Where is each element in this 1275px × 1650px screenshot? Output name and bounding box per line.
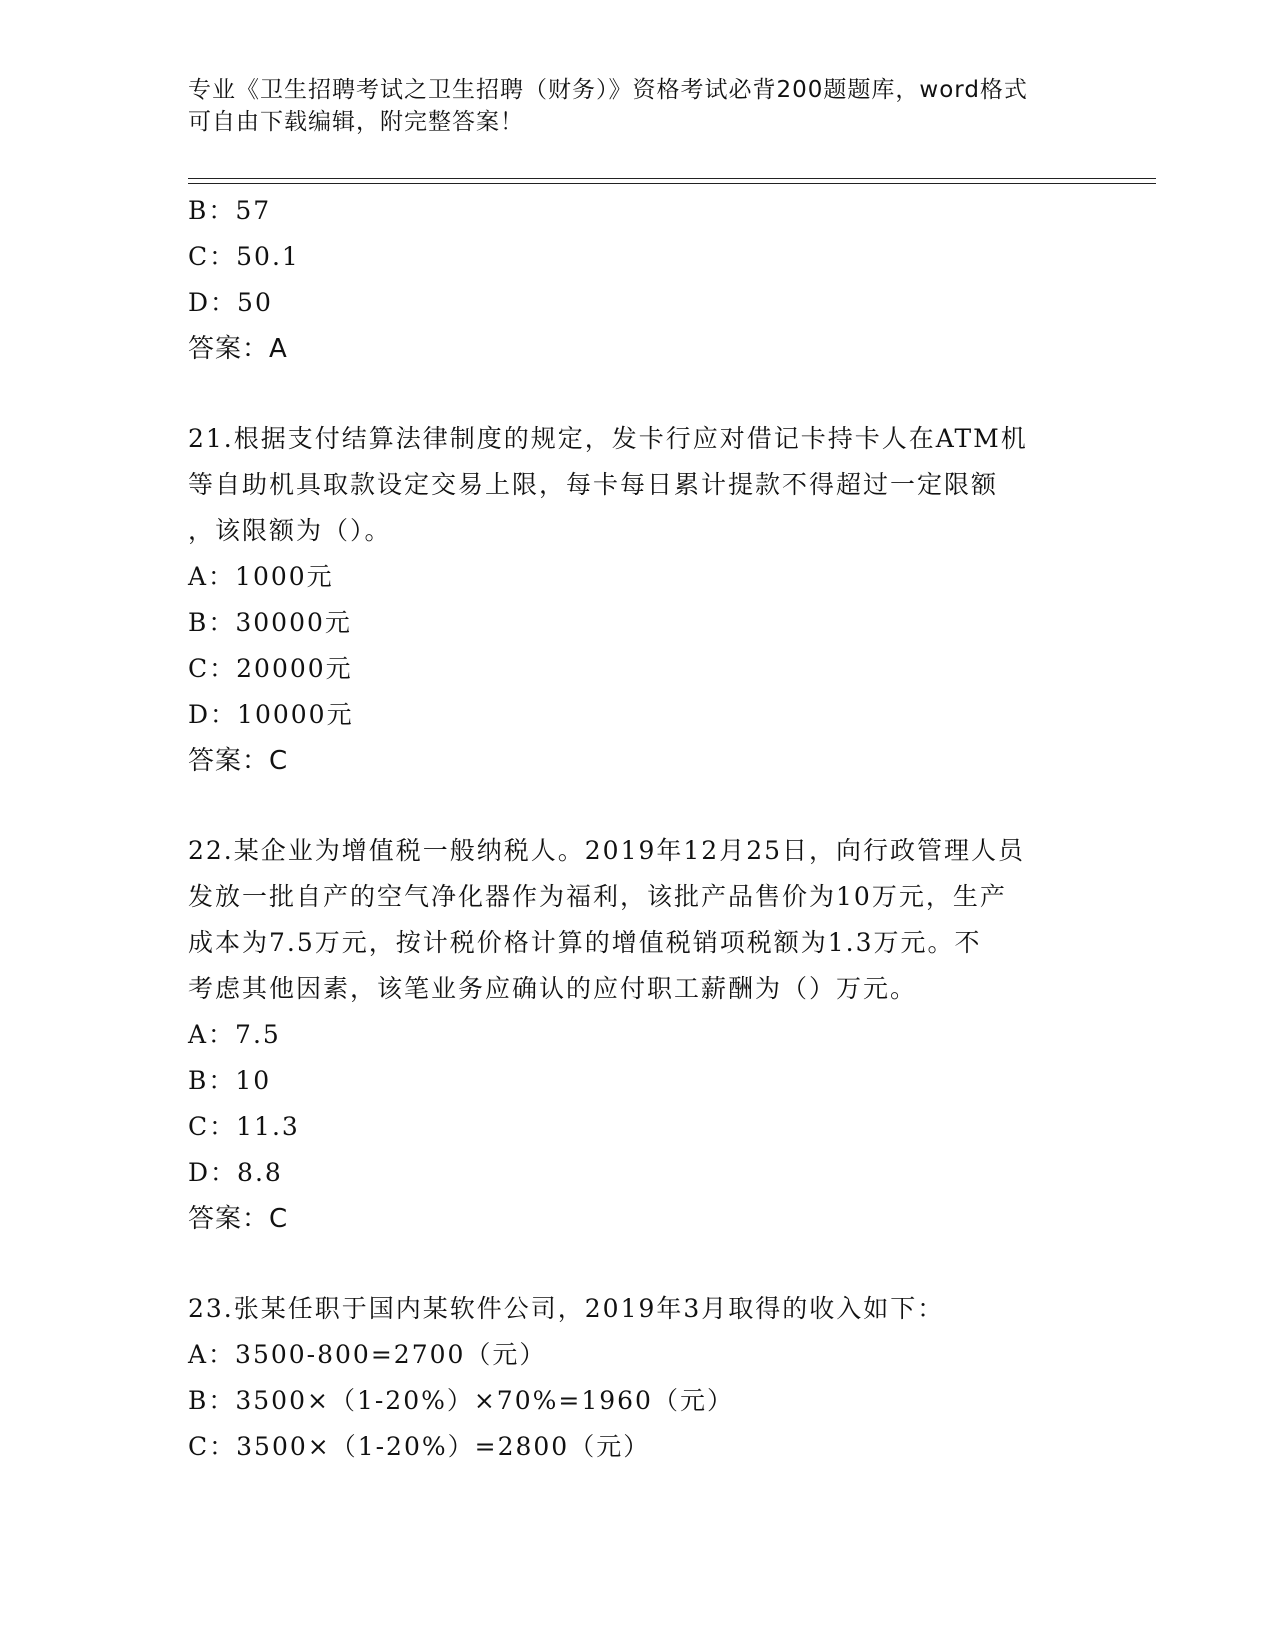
option-c: C：50.1: [188, 242, 300, 271]
option-a: A：3500-800=2700（元）: [188, 1340, 547, 1369]
document-header: [188, 74, 1068, 138]
question-text-line: 23.张某任职于国内某软件公司，2019年3月取得的收入如下：: [188, 1294, 945, 1323]
option-a: A：7.5: [188, 1020, 281, 1049]
header-line-2: 可自由下载编辑，附完整答案！: [188, 109, 524, 135]
option-b: B：30000元: [188, 608, 352, 637]
header-line-1: 专业《卫生招聘考试之卫生招聘（财务）》资格考试必背200题题库，word格式: [188, 77, 1028, 103]
answer-line: 答案：C: [188, 1204, 289, 1234]
spacer: [188, 1242, 1078, 1286]
option-b: B：57: [188, 196, 272, 225]
question-text-line: 成本为7.5万元，按计税价格计算的增值税销项税额为1.3万元。不: [188, 928, 982, 957]
question-23: [188, 1286, 1078, 1470]
question-text-line: 等自助机具取款设定交易上限，每卡每日累计提款不得超过一定限额: [188, 470, 999, 499]
header-rule-bottom: [188, 183, 1156, 184]
header-rule-top: [188, 178, 1156, 179]
spacer: [188, 784, 1078, 828]
option-b: B：10: [188, 1066, 272, 1095]
option-c: C：20000元: [188, 654, 353, 683]
question-21: [188, 416, 1078, 784]
option-b: B：3500×（1-20%）×70%=1960（元）: [188, 1386, 734, 1415]
answer-line: 答案：C: [188, 746, 289, 776]
question-22: [188, 828, 1078, 1242]
question-text-line: ，该限额为（）。: [188, 516, 392, 545]
option-a: A：1000元: [188, 562, 334, 591]
option-c: C：3500×（1-20%）=2800（元）: [188, 1432, 651, 1461]
question-text-line: 21.根据支付结算法律制度的规定，发卡行应对借记卡持卡人在ATM机: [188, 424, 1028, 453]
option-d: D：10000元: [188, 700, 354, 729]
spacer: [188, 372, 1078, 416]
question-text-line: 22.某企业为增值税一般纳税人。2019年12月25日，向行政管理人员: [188, 836, 1026, 865]
question-text-line: 考虑其他因素，该笔业务应确认的应付职工薪酬为（）万元。: [188, 974, 918, 1003]
question-text-line: 发放一批自产的空气净化器作为福利，该批产品售价为10万元，生产: [188, 882, 1007, 911]
option-c: C：11.3: [188, 1112, 300, 1141]
option-d: D：8.8: [188, 1158, 283, 1187]
document-body: [188, 188, 1078, 1470]
prev-question: [188, 188, 1078, 372]
option-d: D：50: [188, 288, 273, 317]
answer-line: 答案：A: [188, 334, 288, 364]
